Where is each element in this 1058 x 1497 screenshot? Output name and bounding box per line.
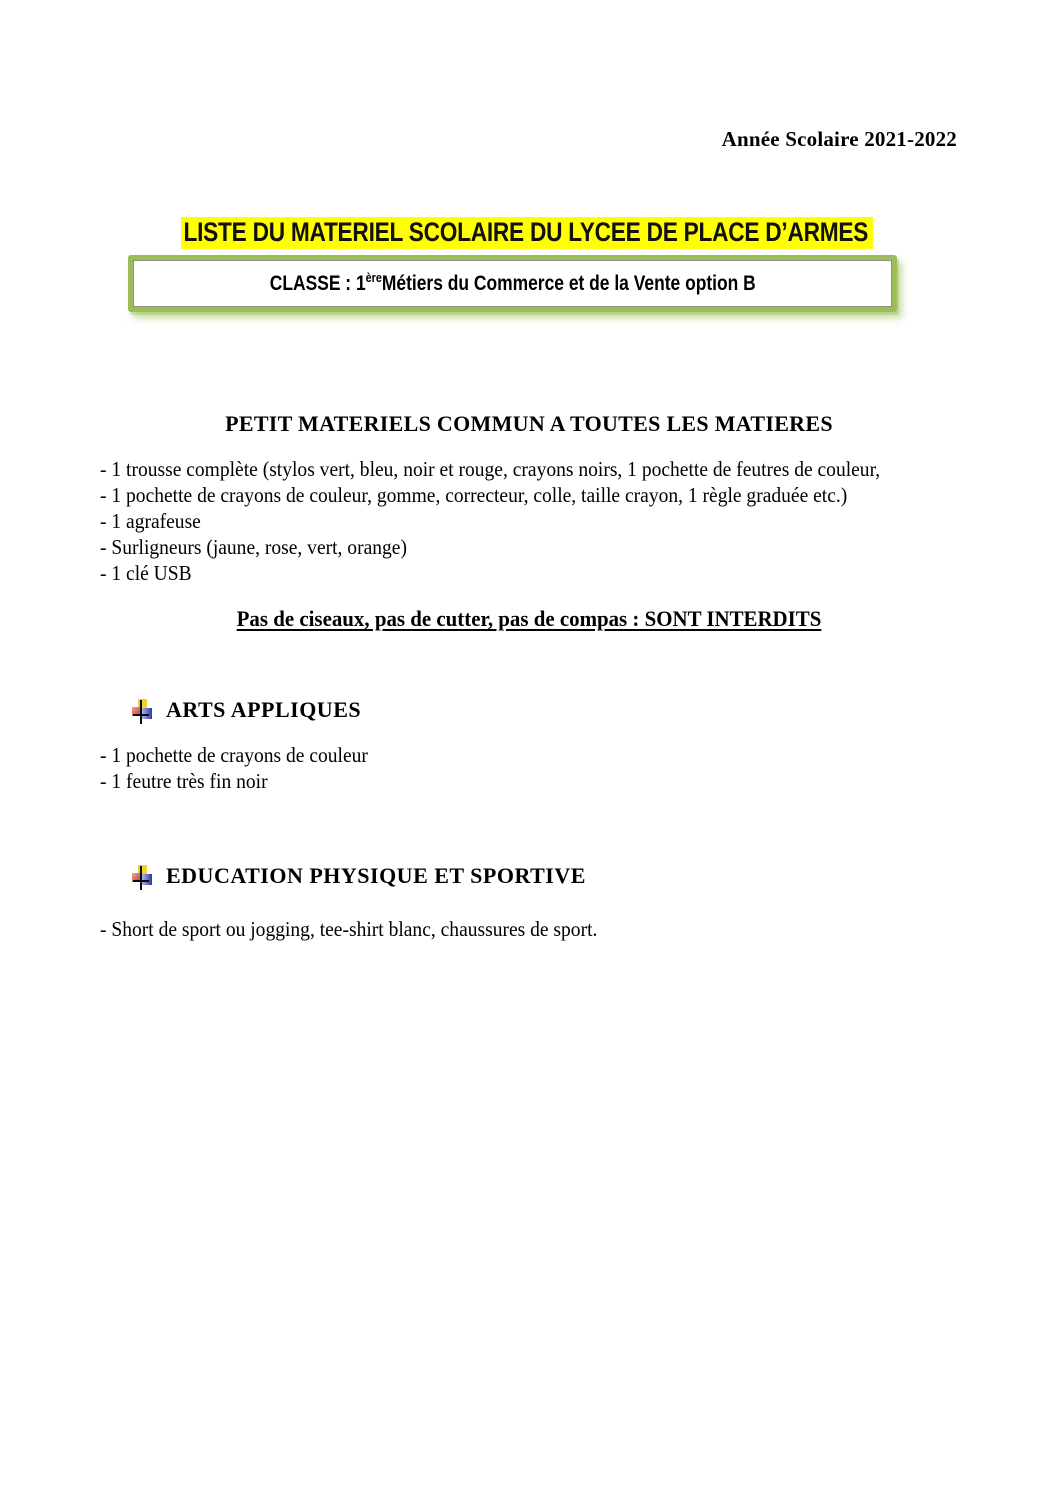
colored-cross-bullet-icon <box>131 864 153 892</box>
eps-items-list <box>100 916 597 942</box>
section-heading-label: EDUCATION PHYSIQUE ET SPORTIVE <box>166 863 586 888</box>
list-item: - 1 feutre très fin noir <box>100 769 268 793</box>
colored-cross-bullet-icon <box>131 698 153 726</box>
class-label-superscript: ère <box>365 269 382 285</box>
section-heading-arts <box>131 697 361 726</box>
common-section-heading: PETIT MATERIELS COMMUN A TOUTES LES MATIERES <box>225 411 833 436</box>
section-heading-eps <box>131 863 586 892</box>
class-label-rest: Métiers du Commerce et de la Vente option B <box>381 271 756 295</box>
class-box <box>128 255 897 312</box>
list-item: - Short de sport ou jogging, tee-shirt blanc, chaussures de sport. <box>100 917 598 941</box>
forbidden-items-warning-text: Pas de ciseaux, pas de cutter, pas de compas : SONT INTERDITS <box>236 606 822 631</box>
class-label <box>269 269 756 296</box>
main-title-highlight: LISTE DU MATERIEL SCOLAIRE DU LYCEE DE PLACE D’ARMES <box>181 217 873 249</box>
list-item: - Surligneurs (jaune, rose, vert, orange) <box>100 535 407 559</box>
list-item: - 1 pochette de crayons de couleur <box>100 743 368 767</box>
school-year: Année Scolaire 2021-2022 <box>721 127 957 151</box>
main-title <box>181 217 873 249</box>
section-heading-label: ARTS APPLIQUES <box>166 697 362 722</box>
list-item: - 1 pochette de crayons de couleur, gomme, correcteur, colle, taille crayon, 1 règle graduée etc.) <box>100 483 848 507</box>
class-label-prefix: CLASSE : 1 <box>269 271 366 295</box>
forbidden-items-warning <box>26 606 1031 632</box>
list-item: - 1 agrafeuse <box>100 509 201 533</box>
list-item: - 1 trousse complète (stylos vert, bleu, noir et rouge, crayons noirs, 1 pochette de feutres de couleur, <box>100 457 881 481</box>
common-items-list <box>100 456 880 586</box>
list-item: - 1 clé USB <box>100 561 192 585</box>
arts-items-list <box>100 742 368 794</box>
